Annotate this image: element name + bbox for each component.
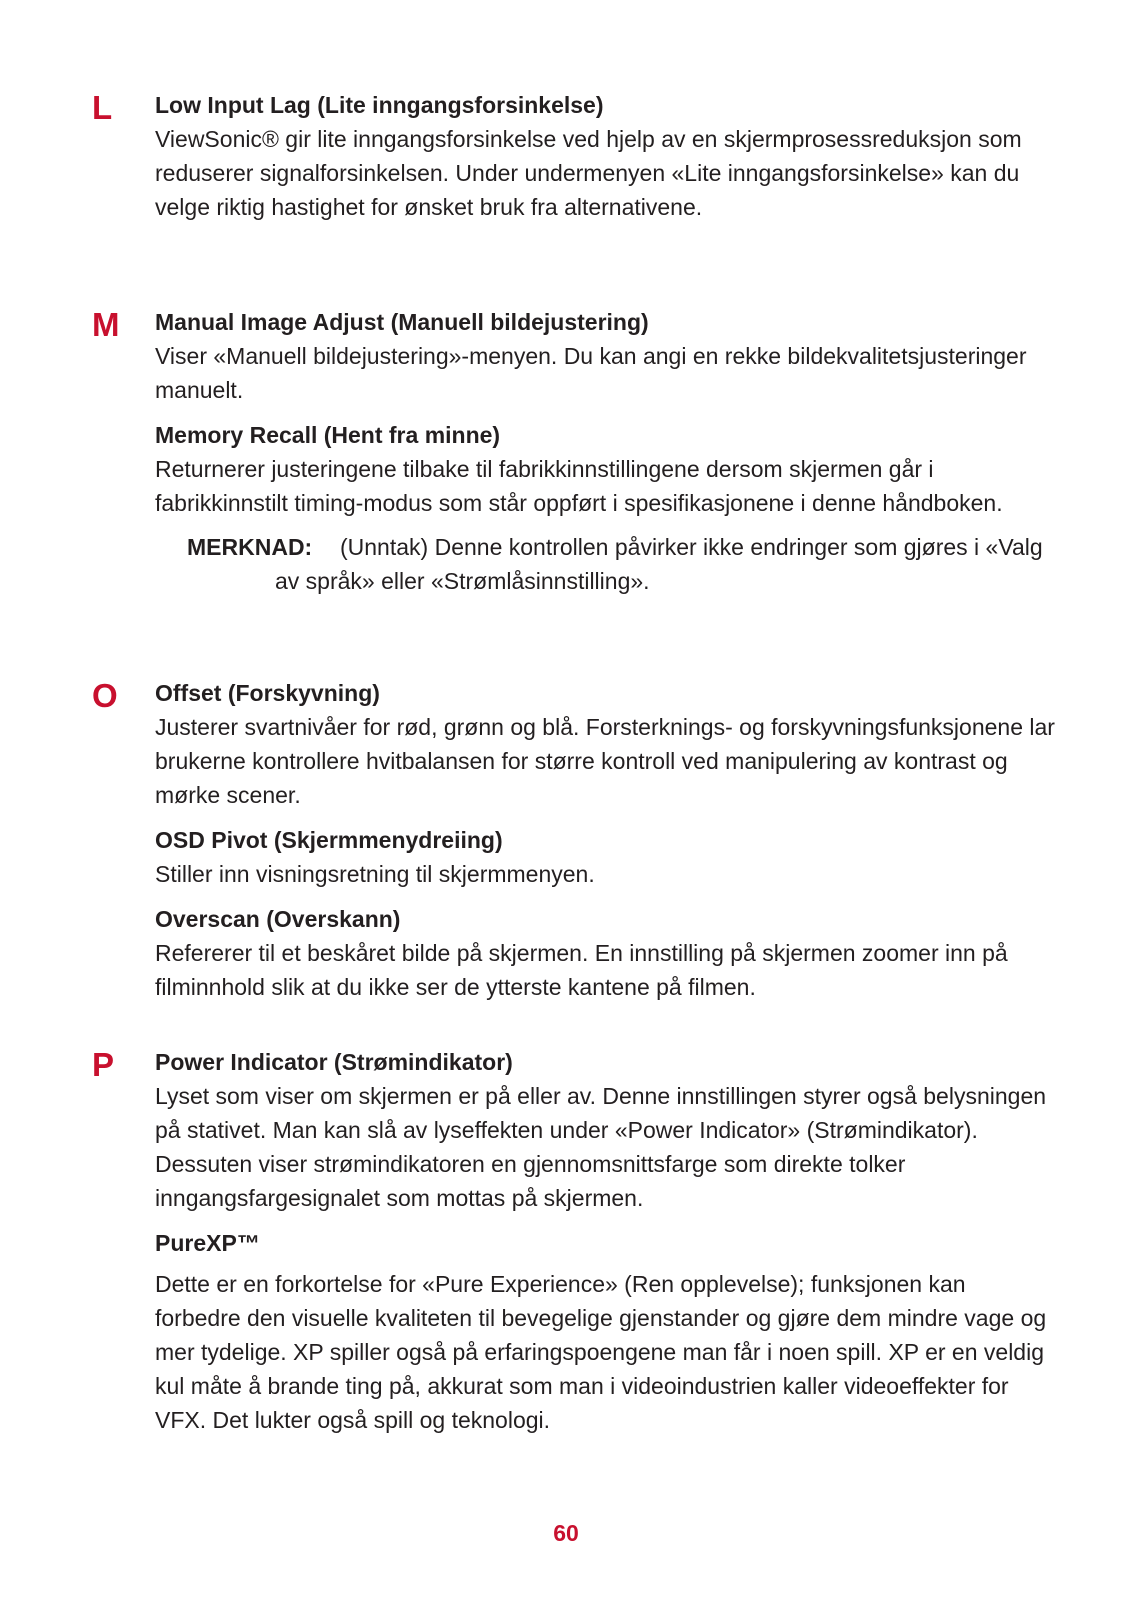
entry-body: Stiller inn visningsretning til skjermmenyen. (155, 861, 595, 887)
glossary-entry-offset (155, 676, 1055, 812)
entry-body: Returnerer justeringene tilbake til fabrikkinnstillingene dersom skjermen går i fabrikkinnstilt timing-modus som står oppført i spesifikasjonene i denne håndboken. (155, 456, 1003, 516)
glossary-entry-purexp (155, 1226, 1055, 1437)
section-entries (155, 676, 1055, 1015)
entry-title: OSD Pivot (Skjermmenydreiing) (155, 827, 503, 853)
entry-body: ViewSonic® gir lite inngangsforsinkelse ved hjelp av en skjermprosessreduksjon som reduserer signalforsinkelsen. Under undermenyen «Lite inngangsforsinkelse» kan du velge riktig hastighet for ønsket bruk fra alternativene. (155, 126, 1022, 220)
section-entries (155, 1045, 1055, 1448)
section-entries (155, 88, 1055, 235)
entry-title: Offset (Forskyvning) (155, 680, 380, 706)
entry-body: Refererer til et beskåret bilde på skjermen. En innstilling på skjermen zoomer inn på filminnhold slik at du ikke ser de ytterste kantene på filmen. (155, 940, 1008, 1000)
note-text: (Unntak) Denne kontrollen påvirker ikke endringer som gjøres i «Valg av språk» eller «Strømlåsinnstilling». (275, 534, 1043, 594)
entry-title: PureXP™ (155, 1230, 260, 1256)
section-letter: M (92, 306, 120, 343)
glossary-entry-low-input-lag (155, 88, 1055, 224)
section-letter: O (92, 677, 118, 714)
glossary-entry-power-indicator (155, 1045, 1055, 1215)
entry-title: Overscan (Overskann) (155, 906, 401, 932)
entry-title: Manual Image Adjust (Manuell bildejustering) (155, 309, 649, 335)
entry-body: Justerer svartnivåer for rød, grønn og blå. Forsterknings- og forskyvningsfunksjonene lar brukerne kontrollere hvitbalansen for større kontroll ved manipulering av kontrast og mørke scener. (155, 714, 1055, 808)
entry-title: Memory Recall (Hent fra minne) (155, 422, 501, 448)
entry-title: Power Indicator (Strømindikator) (155, 1049, 513, 1075)
page-number: 60 (553, 1520, 579, 1546)
note-label: MERKNAD: (187, 534, 313, 560)
entry-body: Viser «Manuell bildejustering»-menyen. Du kan angi en rekke bildekvalitetsjusteringer manuelt. (155, 343, 1027, 403)
glossary-entry-osd-pivot (155, 823, 1055, 891)
section-entries (155, 305, 1055, 609)
entry-title: Low Input Lag (Lite inngangsforsinkelse) (155, 92, 604, 118)
entry-body: Lyset som viser om skjermen er på eller av. Denne innstillingen styrer også belysningen på stativet. Man kan slå av lyseffekten under «Power Indicator» (Strømindikator). Dessuten viser strømindikatoren en gjennomsnittsfarge som direkte tolker inngangsfargesignalet som mottas på skjermen. (155, 1083, 1047, 1211)
section-letter: L (92, 89, 113, 126)
glossary-entry-manual-image-adjust (155, 305, 1055, 407)
entry-body: Dette er en forkortelse for «Pure Experience» (Ren opplevelse); funksjonen kan forbedre den visuelle kvaliteten til bevegelige gjenstander og gjøre dem mindre vage og mer tydelige. XP spiller også på erfaringspoengene man får i noen spill. XP er en veldig kul måte å brande ting på, akkurat som man i videoindustrien kaller videoeffekter for VFX. Det lukter også spill og teknologi. (155, 1271, 1047, 1433)
note (155, 530, 1055, 598)
section-letter: P (92, 1046, 115, 1083)
glossary-entry-memory-recall (155, 418, 1055, 598)
glossary-entry-overscan (155, 902, 1055, 1004)
